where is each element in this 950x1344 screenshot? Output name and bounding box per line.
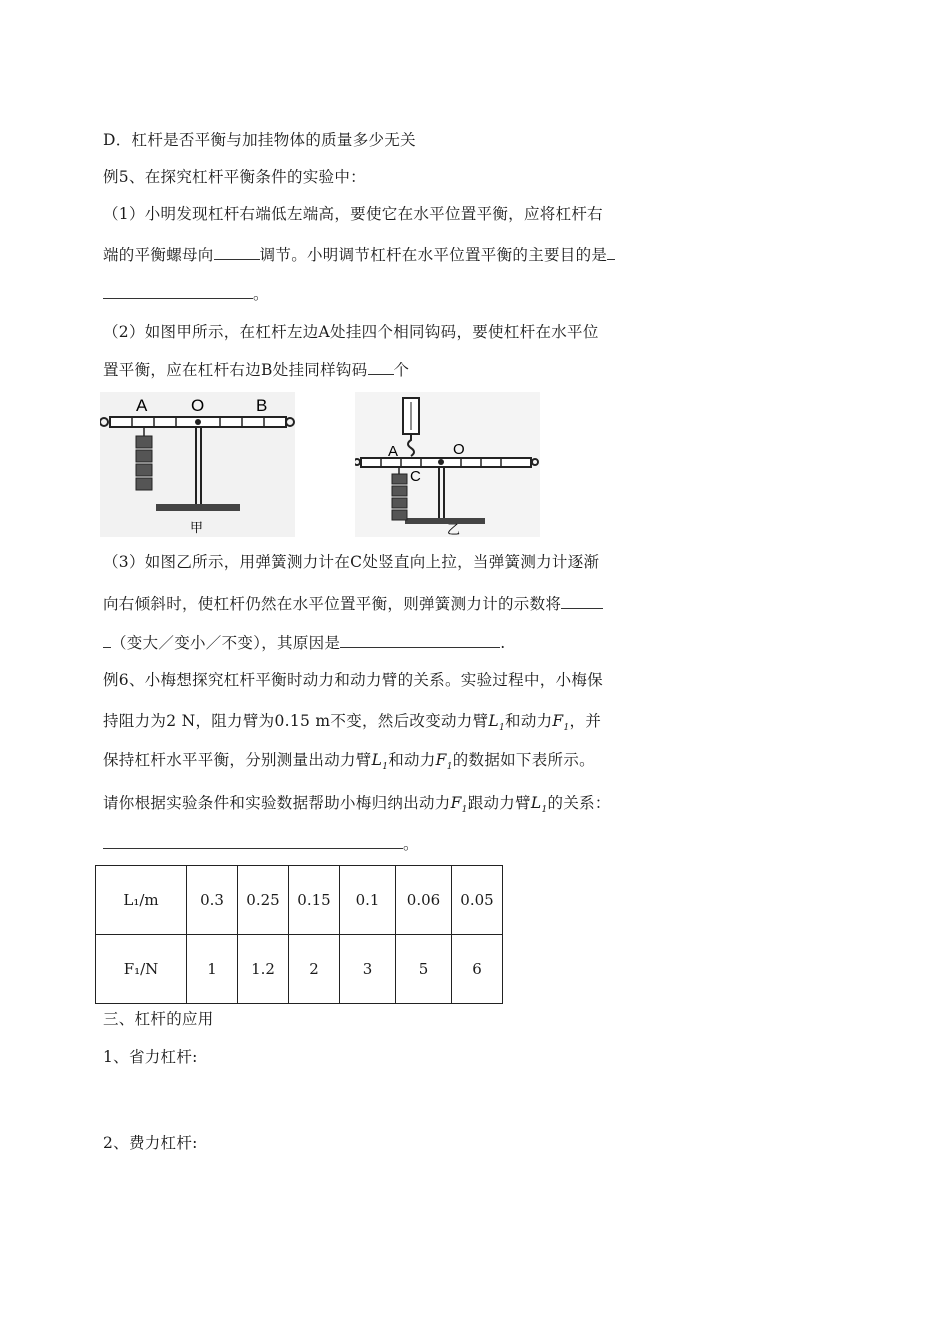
lever-figure-jia (100, 392, 295, 537)
ex6-text-b: 和动力 (505, 712, 553, 730)
answer-blank[interactable] (103, 284, 253, 299)
item-force-saving: 1、省力杠杆: (103, 1048, 198, 1066)
q2-text-a: 置平衡，应在杠杆右边B处挂同样钩码 (103, 361, 368, 379)
ex6-text-c: ，并 (569, 712, 602, 730)
q1-line2 (103, 243, 615, 265)
var-sub: 1 (446, 762, 453, 773)
table-cell: 1 (187, 935, 238, 1004)
table-cell: F₁/N (96, 935, 187, 1004)
ex6-text-i: 的关系： (547, 794, 611, 812)
answer-blank[interactable] (340, 633, 500, 648)
example6-line1: 例6、小梅想探究杠杆平衡时动力和动力臂的关系。实验过程中，小梅保 (103, 671, 603, 689)
answer-blank[interactable] (561, 594, 603, 609)
point-a-label: A (388, 443, 399, 460)
data-table (95, 865, 503, 1004)
item-force-costing: 2、费力杠杆: (103, 1134, 198, 1152)
table-cell: 5 (396, 935, 452, 1004)
answer-blank[interactable] (214, 245, 260, 260)
q2-text-b: 个 (393, 361, 410, 379)
table-row (96, 866, 503, 935)
example5-title: 例5、在探究杠杆平衡条件的实验中： (103, 168, 366, 186)
q1-line1: （1）小明发现杠杆右端低左端高，要使它在水平位置平衡，应将杠杆右 (103, 205, 603, 223)
q2-line1: （2）如图甲所示，在杠杆左边A处挂四个相同钩码，要使杠杆在水平位 (103, 323, 599, 341)
ex6-text-d: 保持杠杆水平平衡，分别测量出动力臂 (103, 751, 372, 769)
table-cell: 2 (289, 935, 340, 1004)
table-cell: 6 (452, 935, 503, 1004)
q3-text: 向右倾斜时，使杠杆仍然在水平位置平衡，则弹簧测力计的示数将 (103, 595, 562, 613)
var-f: F (435, 751, 447, 769)
var-sub: 1 (563, 723, 570, 734)
section-heading: 三、杠杆的应用 (103, 1010, 214, 1028)
var-l: L (371, 751, 383, 769)
q1-text-a: 端的平衡螺母向 (103, 246, 214, 264)
answer-blank[interactable] (103, 633, 111, 648)
q3-text-b: （变大／变小／不变），其原因是 (111, 634, 341, 652)
var-l: L (530, 794, 542, 812)
q2-line2 (103, 358, 409, 380)
caption-jia: 甲 (190, 521, 204, 536)
example6-line2 (103, 709, 601, 733)
table-cell: 0.25 (238, 866, 289, 935)
example6-line4 (103, 791, 611, 815)
q3-end: . (500, 634, 506, 652)
point-o-label: O (191, 396, 205, 415)
lever-figure-yi (355, 392, 540, 537)
var-sub: 1 (382, 762, 389, 773)
ex6-text-f: 的数据如下表所示。 (452, 751, 595, 769)
answer-blank[interactable] (103, 834, 403, 849)
table-cell: 0.06 (396, 866, 452, 935)
q1-text-b: 调节。小明调节杠杆在水平位置平衡的主要目的是 (259, 246, 608, 264)
table-cell: 3 (340, 935, 396, 1004)
table-cell: 0.3 (187, 866, 238, 935)
var-sub: 1 (461, 805, 468, 816)
q1-line3 (103, 282, 269, 304)
var-sub: 1 (541, 805, 548, 816)
q3-line3 (103, 631, 506, 653)
point-c-label: C (410, 468, 421, 485)
ex6-text-a: 持阻力为2 N，阻力臂为0.15 m不变，然后改变动力臂 (103, 712, 489, 730)
table-row (96, 935, 503, 1004)
var-f: F (552, 712, 564, 730)
q3-line2 (103, 592, 603, 614)
table-cell: L₁/m (96, 866, 187, 935)
option-d: D．杠杆是否平衡与加挂物体的质量多少无关 (103, 131, 416, 149)
q3-line1: （3）如图乙所示，用弹簧测力计在C处竖直向上拉，当弹簧测力计逐渐 (103, 553, 600, 571)
ex6-text-h: 跟动力臂 (467, 794, 531, 812)
ex6-text-e: 和动力 (388, 751, 436, 769)
point-a-label: A (136, 396, 148, 415)
q1-end: 。 (253, 285, 269, 303)
example6-line3 (103, 748, 595, 772)
point-o-label: O (453, 441, 465, 458)
var-f: F (450, 794, 462, 812)
caption-yi: 乙 (447, 523, 461, 537)
example6-line5 (103, 832, 419, 854)
table-cell: 1.2 (238, 935, 289, 1004)
point-b-label: B (256, 396, 268, 415)
table-cell: 0.1 (340, 866, 396, 935)
table-cell: 0.05 (452, 866, 503, 935)
answer-blank[interactable] (607, 245, 615, 260)
answer-blank[interactable] (368, 360, 394, 375)
var-sub: 1 (498, 723, 506, 734)
ex6-text-g: 请你根据实验条件和实验数据帮助小梅归纳出动力 (103, 794, 451, 812)
table-cell: 0.15 (289, 866, 340, 935)
var-l: L (488, 712, 499, 730)
ex6-end: 。 (403, 835, 419, 853)
